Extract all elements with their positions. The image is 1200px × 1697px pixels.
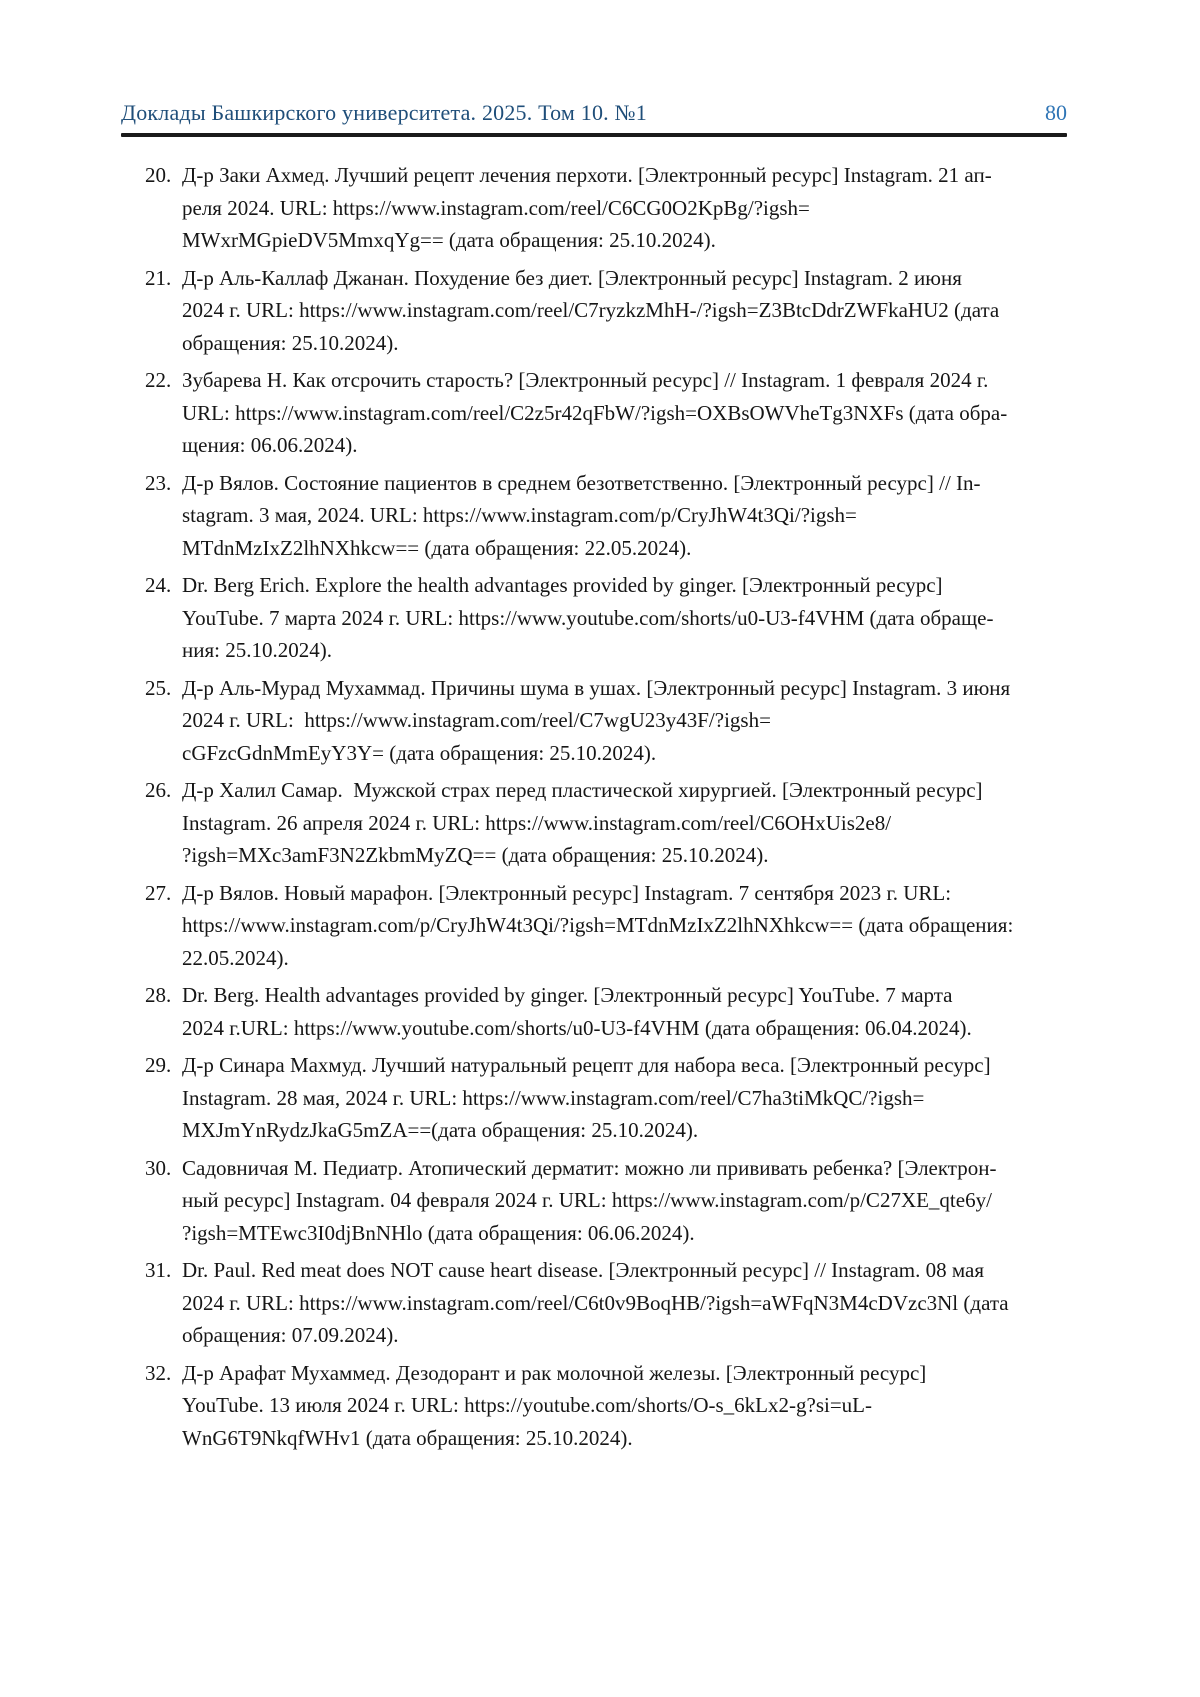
reference-item <box>121 1254 1067 1352</box>
reference-number: 30. <box>145 1155 172 1180</box>
reference-number: 22. <box>145 368 172 392</box>
reference-line: Instagram. 26 апреля 2024 г. URL: https://www.instagram.com/reel/C6OHxUis2e8/ <box>182 810 892 835</box>
reference-line: cGFzcGdnMmEyY3Y= (дата обращения: 25.10.2024). <box>182 740 657 765</box>
reference-line: щения: 06.06.2024). <box>182 433 358 457</box>
reference-item <box>121 1049 1067 1147</box>
reference-line: Dr. Berg. Health advantages provided by ginger. [Электронный ресурс] YouTube. 7 марта <box>182 983 953 1007</box>
reference-line: ния: 25.10.2024). <box>182 638 332 662</box>
reference-item <box>121 1152 1067 1250</box>
reference-number: 21. <box>145 265 172 290</box>
reference-number: 23. <box>145 470 172 495</box>
reference-line: stagram. 3 мая, 2024. URL: https://www.instagram.com/p/CryJhW4t3Qi/?igsh= <box>182 503 857 527</box>
reference-item <box>121 1357 1067 1455</box>
reference-number: 28. <box>145 983 172 1007</box>
reference-line: Д-р Аль-Мурад Мухаммад. Причины шума в ушах. [Электронный ресурс] Instagram. 3 июня <box>182 675 1011 700</box>
reference-number: 20. <box>145 163 172 187</box>
reference-line: Dr. Paul. Red meat does NOT cause heart disease. [Электронный ресурс] // Instagram. 08 мая <box>182 1258 985 1282</box>
reference-item <box>121 159 1067 257</box>
reference-line: Д-р Вялов. Новый марафон. [Электронный ресурс] Instagram. 7 сентября 2023 г. URL: <box>182 880 952 905</box>
reference-item <box>121 364 1067 462</box>
reference-line: Д-р Синара Махмуд. Лучший натуральный рецепт для набора веса. [Электронный ресурс] <box>182 1053 991 1077</box>
reference-text <box>182 1357 1067 1455</box>
reference-line: 22.05.2024). <box>182 945 289 970</box>
reference-line: 2024 г. URL: https://www.instagram.com/reel/C7wgU23y43F/?igsh= <box>182 708 771 732</box>
reference-line: URL: https://www.instagram.com/reel/C2z5r42qFbW/?igsh=OXBsOWVheTg3NXFs (дата обра- <box>182 400 1008 425</box>
reference-line: ный ресурс] Instagram. 04 февраля 2024 г. URL: https://www.instagram.com/p/C27XE_qte6y/ <box>182 1188 992 1212</box>
reference-line: Зубарева Н. Как отсрочить старость? [Электронный ресурс] // Instagram. 1 февраля 2024 г. <box>182 368 989 392</box>
reference-line: Instagram. 28 мая, 2024 г. URL: https://www.instagram.com/reel/C7ha3tiMkQC/?igsh= <box>182 1085 925 1110</box>
reference-text <box>182 364 1067 462</box>
reference-line: YouTube. 13 июля 2024 г. URL: https://youtube.com/shorts/O-s_6kLx2-g?si=uL- <box>182 1393 872 1417</box>
reference-number: 27. <box>145 880 172 905</box>
reference-line: ?igsh=MXc3amF3N2ZkbmMyZQ== (дата обращения: 25.10.2024). <box>182 843 769 867</box>
reference-line: ?igsh=MTEwc3I0djBnNHlo (дата обращения: 06.06.2024). <box>182 1220 695 1245</box>
reference-line: обращения: 25.10.2024). <box>182 330 399 355</box>
reference-text <box>182 979 1067 1044</box>
page-header <box>121 100 1067 126</box>
reference-item <box>121 877 1067 975</box>
reference-item <box>121 672 1067 770</box>
references-list <box>121 159 1067 1454</box>
reference-item <box>121 569 1067 667</box>
reference-number: 29. <box>145 1053 172 1077</box>
reference-text <box>182 159 1067 257</box>
reference-number: 32. <box>145 1360 172 1385</box>
reference-item <box>121 774 1067 872</box>
reference-line: Д-р Арафат Мухаммед. Дезодорант и рак молочной железы. [Электронный ресурс] <box>182 1360 927 1385</box>
reference-line: Д-р Вялов. Состояние пациентов в среднем безответственно. [Электронный ресурс] // In- <box>182 470 981 495</box>
reference-text <box>182 262 1067 360</box>
reference-item <box>121 979 1067 1044</box>
reference-line: Д-р Заки Ахмед. Лучший рецепт лечения перхоти. [Электронный ресурс] Instagram. 21 ап- <box>182 163 992 187</box>
reference-number: 25. <box>145 675 172 700</box>
reference-text <box>182 774 1067 872</box>
reference-line: MWxrMGpieDV5MmxqYg== (дата обращения: 25.10.2024). <box>182 228 716 252</box>
reference-line: Dr. Berg Erich. Explore the health advantages provided by ginger. [Электронный ресурс] <box>182 573 943 597</box>
reference-number: 26. <box>145 778 172 802</box>
reference-text <box>182 467 1067 565</box>
reference-line: Садовничая М. Педиатр. Атопический дерматит: можно ли прививать ребенка? [Электрон- <box>182 1155 997 1180</box>
reference-line: https://www.instagram.com/p/CryJhW4t3Qi/?igsh=MTdnMzIxZ2lhNXhkcw== (дата обращения: <box>182 913 1014 937</box>
reference-text <box>182 1049 1067 1147</box>
reference-line: Д-р Халил Самар. Мужской страх перед пластической хирургией. [Электронный ресурс] <box>182 778 983 802</box>
header-rule <box>121 133 1067 137</box>
reference-line: обращения: 07.09.2024). <box>182 1323 399 1347</box>
journal-title: Доклады Башкирского университета. 2025. Том 10. №1 <box>121 100 647 125</box>
reference-number: 31. <box>145 1258 172 1282</box>
reference-text <box>182 672 1067 770</box>
reference-line: 2024 г. URL: https://www.instagram.com/reel/C7ryzkzMhH-/?igsh=Z3BtcDdrZWFkaHU2 (дата <box>182 298 1000 322</box>
reference-line: WnG6T9NkqfWHv1 (дата обращения: 25.10.2024). <box>182 1425 633 1450</box>
reference-line: 2024 г. URL: https://www.instagram.com/reel/C6t0v9BoqHB/?igsh=aWFqN3M4cDVzc3Nl (дата <box>182 1290 1009 1315</box>
reference-text <box>182 569 1067 667</box>
reference-line: MXJmYnRydzJkaG5mZA==(дата обращения: 25.10.2024). <box>182 1118 699 1142</box>
reference-line: MTdnMzIxZ2lhNXhkcw== (дата обращения: 22.05.2024). <box>182 535 692 560</box>
reference-item <box>121 467 1067 565</box>
reference-item <box>121 262 1067 360</box>
reference-text <box>182 1152 1067 1250</box>
reference-number: 24. <box>145 573 172 597</box>
reference-text <box>182 877 1067 975</box>
reference-line: 2024 г.URL: https://www.youtube.com/shorts/u0-U3-f4VHM (дата обращения: 06.04.2024). <box>182 1015 972 1040</box>
reference-line: реля 2024. URL: https://www.instagram.com/reel/C6CG0O2KpBg/?igsh= <box>182 195 810 220</box>
page-number: 80 <box>1045 100 1067 125</box>
reference-line: Д-р Аль-Каллаф Джанан. Похудение без диет. [Электронный ресурс] Instagram. 2 июня <box>182 265 962 290</box>
reference-text <box>182 1254 1067 1352</box>
reference-line: YouTube. 7 марта 2024 г. URL: https://www.youtube.com/shorts/u0-U3-f4VHM (дата обраще- <box>182 605 994 630</box>
